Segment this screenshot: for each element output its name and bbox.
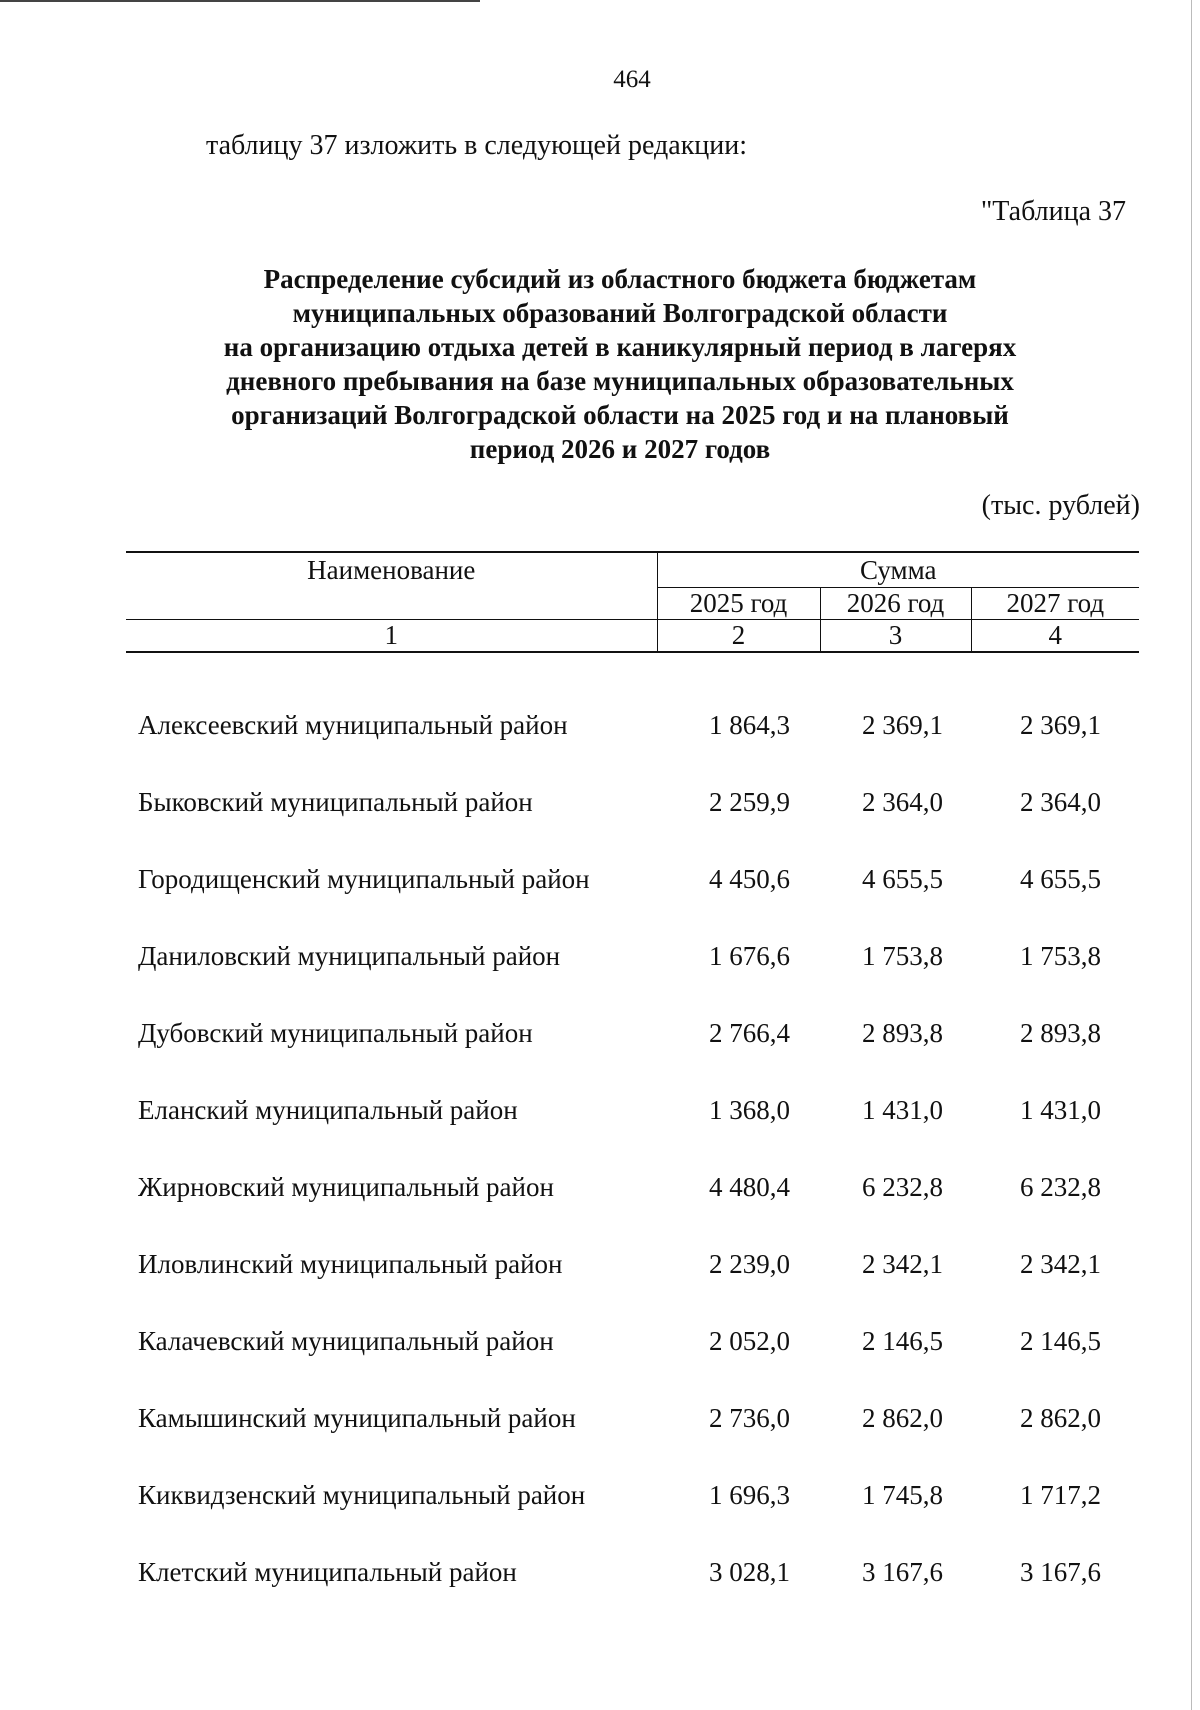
- value-2027: 4 655,5: [1020, 864, 1102, 894]
- value-2026: 2 342,1: [862, 1249, 943, 1279]
- document-title: [120, 262, 1120, 466]
- value-2026: 3 167,6: [862, 1557, 943, 1587]
- district-name: Иловлинский муниципальный район: [138, 1249, 563, 1279]
- column-number: 1: [126, 620, 657, 653]
- value-2025: 1 696,3: [709, 1480, 790, 1510]
- table-body: [126, 652, 1139, 1611]
- title-line: организаций Волгоградской области на 2025 год и на плановый: [231, 400, 1009, 430]
- value-2025: 4 480,4: [709, 1172, 790, 1202]
- value-2027: 2 893,8: [1020, 1018, 1102, 1048]
- value-2025: 2 736,0: [709, 1403, 790, 1433]
- district-name: Клетский муниципальный район: [138, 1557, 517, 1587]
- header-year-2026: 2026 год: [820, 588, 971, 620]
- value-2026: 4 655,5: [862, 864, 943, 894]
- table-row: [126, 764, 1139, 841]
- value-2027: 2 862,0: [1020, 1403, 1102, 1433]
- intro-text: таблицу 37 изложить в следующей редакции:: [206, 130, 748, 161]
- header-name: Наименование: [126, 552, 657, 620]
- value-2026: 2 369,1: [862, 710, 943, 740]
- value-2027: 2 342,1: [1020, 1249, 1102, 1279]
- table-row: [126, 1226, 1139, 1303]
- district-name: Быковский муниципальный район: [138, 787, 533, 817]
- district-name: Дубовский муниципальный район: [138, 1018, 533, 1048]
- table-row: [126, 1072, 1139, 1149]
- district-name: Киквидзенский муниципальный район: [138, 1480, 586, 1510]
- table-caption: "Таблица 37: [980, 196, 1126, 227]
- value-2027: 3 167,6: [1020, 1557, 1102, 1587]
- value-2026: 2 146,5: [862, 1326, 943, 1356]
- column-number: 2: [657, 620, 820, 653]
- title-line: период 2026 и 2027 годов: [469, 434, 771, 464]
- header-row: [126, 552, 1139, 588]
- table-row: [126, 1534, 1139, 1611]
- column-number: 4: [971, 620, 1139, 653]
- district-name: Даниловский муниципальный район: [138, 941, 561, 971]
- value-2026: 6 232,8: [862, 1172, 943, 1202]
- header-year-2025: 2025 год: [657, 588, 820, 620]
- value-2025: 3 028,1: [709, 1557, 790, 1587]
- table-row: [126, 1149, 1139, 1226]
- district-name: Камышинский муниципальный район: [138, 1403, 576, 1433]
- header-year-2027: 2027 год: [971, 588, 1139, 620]
- district-name: Калачевский муниципальный район: [138, 1326, 554, 1356]
- table-row: [126, 995, 1139, 1072]
- header-sum: Сумма: [657, 552, 1139, 588]
- scan-border-right: [1191, 0, 1192, 1710]
- title-line: на организацию отдыха детей в каникулярный период в лагерях: [223, 332, 1017, 362]
- units-label: (тыс. рублей): [981, 490, 1140, 521]
- scan-border-top: [0, 0, 480, 2]
- value-2027: 1 431,0: [1020, 1095, 1102, 1125]
- table-row: [126, 918, 1139, 995]
- value-2027: 2 146,5: [1020, 1326, 1102, 1356]
- title-line: дневного пребывания на базе муниципальных образовательных: [226, 366, 1014, 396]
- value-2026: 1 745,8: [862, 1480, 943, 1510]
- value-2025: 1 676,6: [709, 941, 790, 971]
- district-name: Еланский муниципальный район: [138, 1095, 518, 1125]
- value-2027: 2 364,0: [1020, 787, 1102, 817]
- table-row: [126, 1303, 1139, 1380]
- header-column-numbers-row: [126, 620, 1139, 653]
- value-2025: 1 864,3: [709, 710, 790, 740]
- value-2025: 2 052,0: [709, 1326, 790, 1356]
- column-number: 3: [820, 620, 971, 653]
- value-2025: 4 450,6: [709, 864, 790, 894]
- table-row: [126, 652, 1139, 764]
- value-2027: 2 369,1: [1020, 710, 1102, 740]
- table-header: [126, 552, 1139, 652]
- value-2027: 1 753,8: [1020, 941, 1102, 971]
- value-2026: 2 893,8: [862, 1018, 943, 1048]
- value-2026: 1 753,8: [862, 941, 943, 971]
- page-number: 464: [613, 66, 651, 93]
- value-2026: 1 431,0: [862, 1095, 943, 1125]
- value-2025: 2 239,0: [709, 1249, 790, 1279]
- value-2025: 2 766,4: [709, 1018, 790, 1048]
- district-name: Жирновский муниципальный район: [138, 1172, 554, 1202]
- value-2025: 2 259,9: [709, 787, 790, 817]
- table-row: [126, 1457, 1139, 1534]
- subsidy-table: [126, 551, 1139, 1611]
- title-line: Распределение субсидий из областного бюджета бюджетам: [263, 264, 977, 294]
- value-2027: 1 717,2: [1020, 1480, 1102, 1510]
- value-2025: 1 368,0: [709, 1095, 790, 1125]
- table-row: [126, 841, 1139, 918]
- title-line: муниципальных образований Волгоградской области: [292, 298, 948, 328]
- table-row: [126, 1380, 1139, 1457]
- value-2027: 6 232,8: [1020, 1172, 1102, 1202]
- district-name: Городищенский муниципальный район: [138, 864, 590, 894]
- district-name: Алексеевский муниципальный район: [138, 710, 568, 740]
- value-2026: 2 364,0: [862, 787, 943, 817]
- value-2026: 2 862,0: [862, 1403, 943, 1433]
